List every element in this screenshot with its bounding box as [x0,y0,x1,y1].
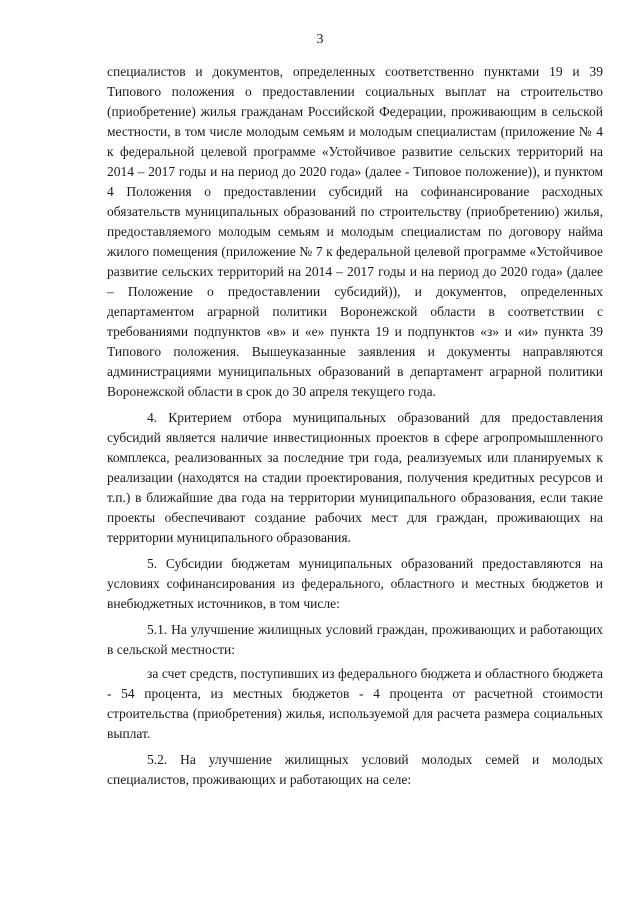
paragraph-item-4: 4. Критерием отбора муниципальных образований для предоставления субсидий является наличие инвестиционных проектов в сфере агропромышленного комплекса, реализованных за последние три года, реализуемых или планируемых к реализации (находятся на стадии проектирования, получения кредитных ресурсов и т.п.) в ближайшие два года на территории муниципального образования, если такие проекты обеспечивают создание рабочих мест для граждан, проживающих на территории муниципального образования. [107,410,603,545]
paragraph-item-5-1-funding: за счет средств, поступивших из федерального бюджета и областного бюджета - 54 процента, из местных бюджетов - 4 процента от расчетной стоимости строительства (приобретения) жилья, используемой для расчета размера социальных выплат. [107,666,603,741]
paragraph-item-5: 5. Субсидии бюджетам муниципальных образований предоставляются на условиях софинансирования из федерального, областного и местных бюджетов и внебюджетных источников, в том числе: [107,556,603,611]
document-body [107,62,603,796]
paragraph-item-5-2: 5.2. На улучшение жилищных условий молодых семей и молодых специалистов, проживающих и работающих на селе: [107,752,603,787]
paragraph-continuation: специалистов и документов, определенных соответственно пунктами 19 и 39 Типового положения о предоставлении социальных выплат на строительство (приобретение) жилья гражданам Российской Федерации, проживающим в сельской местности, в том числе молодым семьям и молодым специалистам (приложение № 4 к федеральной целевой программе «Устойчивое развитие сельских территорий на 2014 – 2017 годы и на период до 2020 года» (далее - Типовое положение)), и пунктом 4 Положения о предоставлении субсидий на софинансирование расходных обязательств муниципальных образований по строительству (приобретению) жилья, предоставляемого молодым семьям и молодым специалистам по договору найма жилого помещения (приложение № 7 к федеральной целевой программе «Устойчивое развитие сельских территорий на 2014 – 2017 годы и на период до 2020 года» (далее – Положение о предоставлении субсидий)), и документов, определенных департаментом аграрной политики Воронежской области в соответствии с требованиями подпунктов «в» и «е» пункта 19 и подпунктов «з» и «и» пункта 39 Типового положения. Вышеуказанные заявления и документы направляются администрациями муниципальных образований в департамент аграрной политики Воронежской области в срок до 30 апреля текущего года. [107,64,603,399]
paragraph-item-5-1: 5.1. На улучшение жилищных условий граждан, проживающих и работающих в сельской местности: [107,622,603,657]
page-number: 3 [316,32,324,47]
